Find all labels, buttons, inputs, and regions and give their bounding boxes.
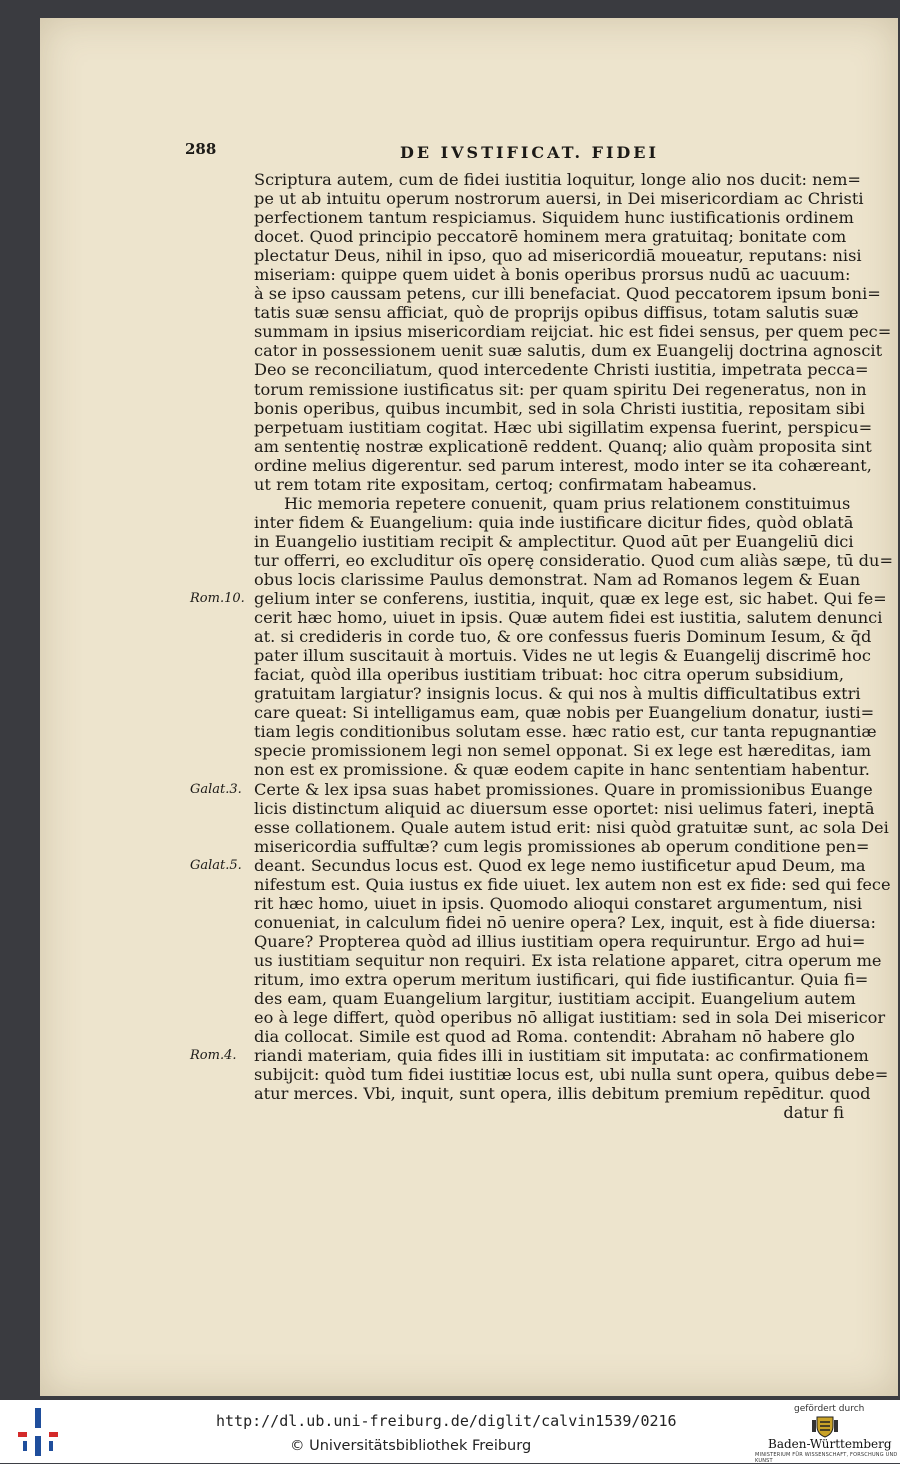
- text-line: conueniat, in calculum fidei nō uenire opera? Lex, inquit, est à fide diuersa:: [254, 912, 876, 932]
- text-line: inter fidem & Euangelium: quia inde iustificare dicitur fides, quòd oblatā: [254, 512, 854, 532]
- text-line: perpetuam iustitiam cogitat. Hæc ubi sigillatim expensa fuerint, perspicu=: [254, 417, 873, 437]
- text-line: specie promissionem legi non semel opponat. Si ex lege est hæreditas, iam: [254, 741, 872, 761]
- text-line: tiam legis conditionibus solutam esse. hæc ratio est, cur tanta repugnantiæ: [254, 722, 877, 742]
- text-line: gratuitam largiatur? insignis locus. & qui nos à multis difficultatibus extri: [254, 684, 861, 704]
- text-line: deant. Secundus locus est. Quod ex lege nemo iustificetur apud Deum, ma: [254, 855, 866, 875]
- text-line: plectatur Deus, nihil in ipso, quo ad misericordiā moueatur, reputans: nisi: [254, 246, 862, 266]
- text-line: gelium inter se conferens, iustitia, inquit, quæ ex lege est, sic habet. Qui fe=: [254, 589, 887, 609]
- text-line: ut rem totam rite expositam, certoq; confirmatam habeamus.: [254, 474, 757, 494]
- text-line: licis distinctum aliquid ac diuersum esse oportet: nisi uelimus fateri, ineptā: [254, 798, 875, 818]
- text-line: esse collationem. Quale autem istud erit: nisi quòd gratuitæ sunt, ac sola Dei: [254, 817, 889, 837]
- text-line: at. si credideris in corde tuo, & ore confessus fueris Dominum Iesum, & q̄d: [254, 627, 872, 647]
- text-line: tatis suæ sensu afficiat, quò de proprijs opibus diffisus, totam salutis suæ: [254, 303, 859, 323]
- text-line: subijcit: quòd tum fidei iustitiæ locus est, ubi nulla sunt opera, quibus debe=: [254, 1065, 889, 1085]
- text-line: summam in ipsius misericordiam reijciat. hic est fidei sensus, per quem pec=: [254, 322, 892, 342]
- text-line: des eam, quam Euangelium largitur, iustitiam accipit. Euangelium autem: [254, 989, 856, 1009]
- text-line: docet. Quod principio peccatorē hominem mera gratuitaq; bonitate com: [254, 227, 847, 247]
- text-line: torum remissione iustificatus sit: per quam spiritu Dei regeneratus, non in: [254, 379, 867, 399]
- margin-note: Rom.10.: [190, 591, 245, 607]
- university-library-logo-icon[interactable]: [18, 1408, 58, 1456]
- text-line: tur offerri, eo excluditur oīs operę consideratio. Quod cum aliàs sæpe, tū du=: [254, 550, 894, 570]
- text-line: ritum, imo extra operum meritum iustificari, qui fide iustificantur. Quia fi=: [254, 969, 869, 989]
- text-line: misericordia suffultæ? cum legis promissiones ab operum conditione pen=: [254, 836, 870, 856]
- text-line: in Euangelio iustitiam recipit & amplectitur. Quod aūt per Euangeliū dici: [254, 531, 854, 551]
- text-line: ordine melius digerentur. sed parum interest, modo inter se ita cohæreant,: [254, 455, 872, 475]
- text-line: eo à lege differt, quòd operibus nō alligat iustitiam: sed in sola Dei misericor: [254, 1008, 886, 1028]
- page-number: 288: [185, 140, 217, 158]
- text-line: rit hæc homo, uiuet in ipsis. Quomodo alioqui constaret argumentum, nisi: [254, 893, 863, 913]
- ministry-name: MINISTERIUM FÜR WISSENSCHAFT, FORSCHUNG UND KUNST: [755, 1452, 898, 1464]
- text-line: dia collocat. Simile est quod ad Roma. contendit: Abraham nō habere glo: [254, 1027, 855, 1047]
- text-line: perfectionem tantum respiciamus. Siquidem hunc iustificationis ordinem: [254, 208, 854, 228]
- text-line: pater illum suscitauit à mortuis. Vides ne ut legis & Euangelij discrimē hoc: [254, 646, 871, 666]
- text-line: à se ipso caussam petens, cur illi benefaciat. Quod peccatorem ipsum boni=: [254, 284, 881, 304]
- margin-note: Rom.4.: [190, 1048, 237, 1064]
- running-head: DE IVSTIFICAT. FIDEI: [400, 143, 659, 162]
- copyright-notice: © Universitätsbibliothek Freiburg: [290, 1438, 532, 1454]
- text-line: pe ut ab intuitu operum nostrorum auersi, in Dei misericordiam ac Christi: [254, 189, 864, 209]
- footer-bar: [0, 1400, 900, 1463]
- text-line: am sententię nostræ explicationē reddent. Quanq; alio quàm proposita sint: [254, 436, 872, 456]
- text-line: Quare? Propterea quòd ad illius iustitiam opera requiruntur. Ergo ad hui=: [254, 931, 866, 951]
- text-line: Hic memoria repetere conuenit, quam prius relationem constituimus: [284, 493, 851, 513]
- text-line: faciat, quòd illa operibus iustitiam tribuat: hoc citra operum subsidium,: [254, 665, 844, 685]
- text-line: atur merces. Vbi, inquit, sunt opera, illis debitum premium repēditur. quod: [254, 1084, 871, 1104]
- text-line: Certe & lex ipsa suas habet promissiones. Quare in promissionibus Euange: [254, 779, 873, 799]
- text-line: Scriptura autem, cum de fidei iustitia loquitur, longe alio nos ducit: nem=: [254, 170, 861, 189]
- text-line: miseriam: quippe quem uidet à bonis operibus prorsus nudū ac uacuum:: [254, 265, 851, 285]
- text-line: bonis operibus, quibus incumbit, sed in sola Christi iustitia, repositam sibi: [254, 398, 865, 418]
- text-line: obus locis clarissime Paulus demonstrat. Nam ad Romanos legem & Euan: [254, 569, 861, 589]
- permalink-url[interactable]: http://dl.ub.uni-freiburg.de/diglit/calvin1539/0216: [216, 1412, 677, 1430]
- funding-label: gefördert durch: [794, 1404, 865, 1414]
- margin-note: Galat.3.: [190, 781, 242, 797]
- text-line: cator in possessionem uenit suæ salutis, dum ex Euangelij doctrina agnoscit: [254, 341, 883, 361]
- margin-note: Galat.5.: [190, 857, 242, 873]
- state-name: Baden-Württemberg: [768, 1437, 892, 1451]
- text-line: Deo se reconciliatum, quod intercedente Christi iustitia, impetrata pecca=: [254, 360, 869, 380]
- text-line: cerit hæc homo, uiuet in ipsis. Quæ autem fidei est iustitia, salutem denunci: [254, 608, 883, 628]
- text-line: riandi materiam, quia fides illi in iustitiam sit imputata: ac confirmationem: [254, 1046, 869, 1066]
- catchword: datur fi: [783, 1103, 844, 1123]
- coat-of-arms-icon: [812, 1414, 838, 1438]
- text-line: non est ex promissione. & quæ eodem capite in hanc sententiam habentur.: [254, 760, 870, 780]
- text-line: care queat: Si intelligamus eam, quæ nobis per Euangelium donatur, iusti=: [254, 703, 875, 723]
- body-text: [254, 170, 894, 1123]
- text-line: nifestum est. Quia iustus ex fide uiuet. lex autem non est ex fide: sed qui fece: [254, 874, 891, 894]
- text-line: us iustitiam sequitur non requiri. Ex ista relatione apparet, citra operum me: [254, 950, 882, 970]
